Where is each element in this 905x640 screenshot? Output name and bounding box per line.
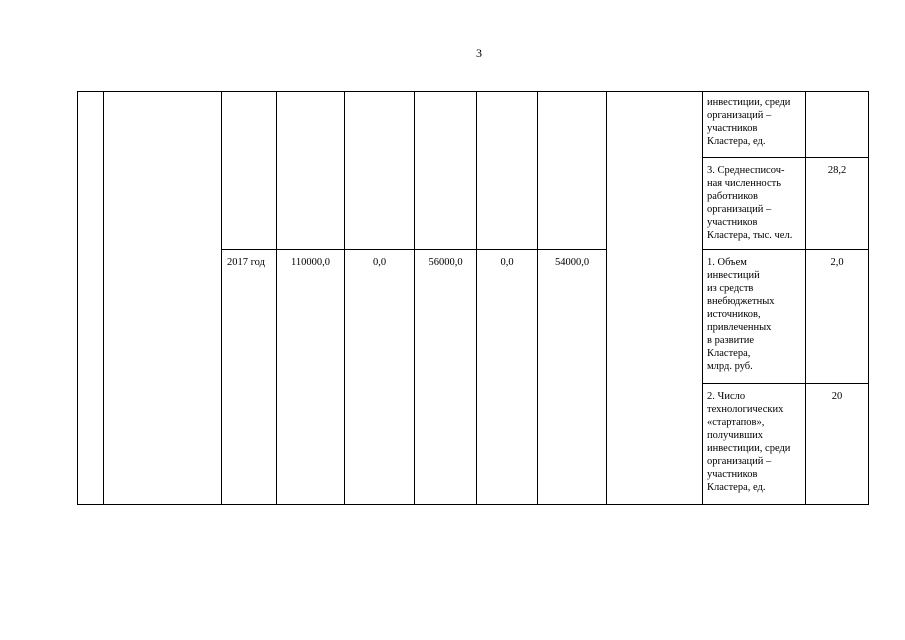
cell-total-empty bbox=[277, 92, 345, 250]
federal-cell: 0,0 bbox=[345, 250, 415, 505]
cell-number bbox=[78, 92, 104, 505]
indicator-cell: инвестиции, среди организаций – участников Кластера, ед. bbox=[703, 92, 806, 158]
cell-extrabudget-empty bbox=[538, 92, 607, 250]
extrabudget-cell: 54000,0 bbox=[538, 250, 607, 505]
indicator-cell: 3. Среднесписоч- ная численность работников организаций – участников Кластера, тыс. чел. bbox=[703, 158, 806, 250]
indicator-value: 20 bbox=[806, 384, 869, 505]
indicator-value: 28,2 bbox=[806, 158, 869, 250]
table-row bbox=[78, 92, 869, 158]
cell-regional-empty bbox=[415, 92, 477, 250]
indicator-value bbox=[806, 92, 869, 158]
program-table bbox=[77, 91, 869, 505]
indicator-cell: 1. Объем инвестиций из средств внебюджетных источников, привлеченных в развитие Кластера, млрд. руб. bbox=[703, 250, 806, 384]
total-cell: 110000,0 bbox=[277, 250, 345, 505]
cell-federal-empty bbox=[345, 92, 415, 250]
regional-cell: 56000,0 bbox=[415, 250, 477, 505]
page-number: 3 bbox=[476, 46, 482, 60]
cell-year-empty bbox=[222, 92, 277, 250]
year-cell: 2017 год bbox=[222, 250, 277, 505]
indicator-value: 2,0 bbox=[806, 250, 869, 384]
indicator-cell: 2. Число технологических «стартапов», получивших инвестиции, среди организаций – участников Кластера, ед. bbox=[703, 384, 806, 505]
cell-name bbox=[104, 92, 222, 505]
local-cell: 0,0 bbox=[477, 250, 538, 505]
cell-responsible bbox=[607, 92, 703, 505]
cell-local-empty bbox=[477, 92, 538, 250]
